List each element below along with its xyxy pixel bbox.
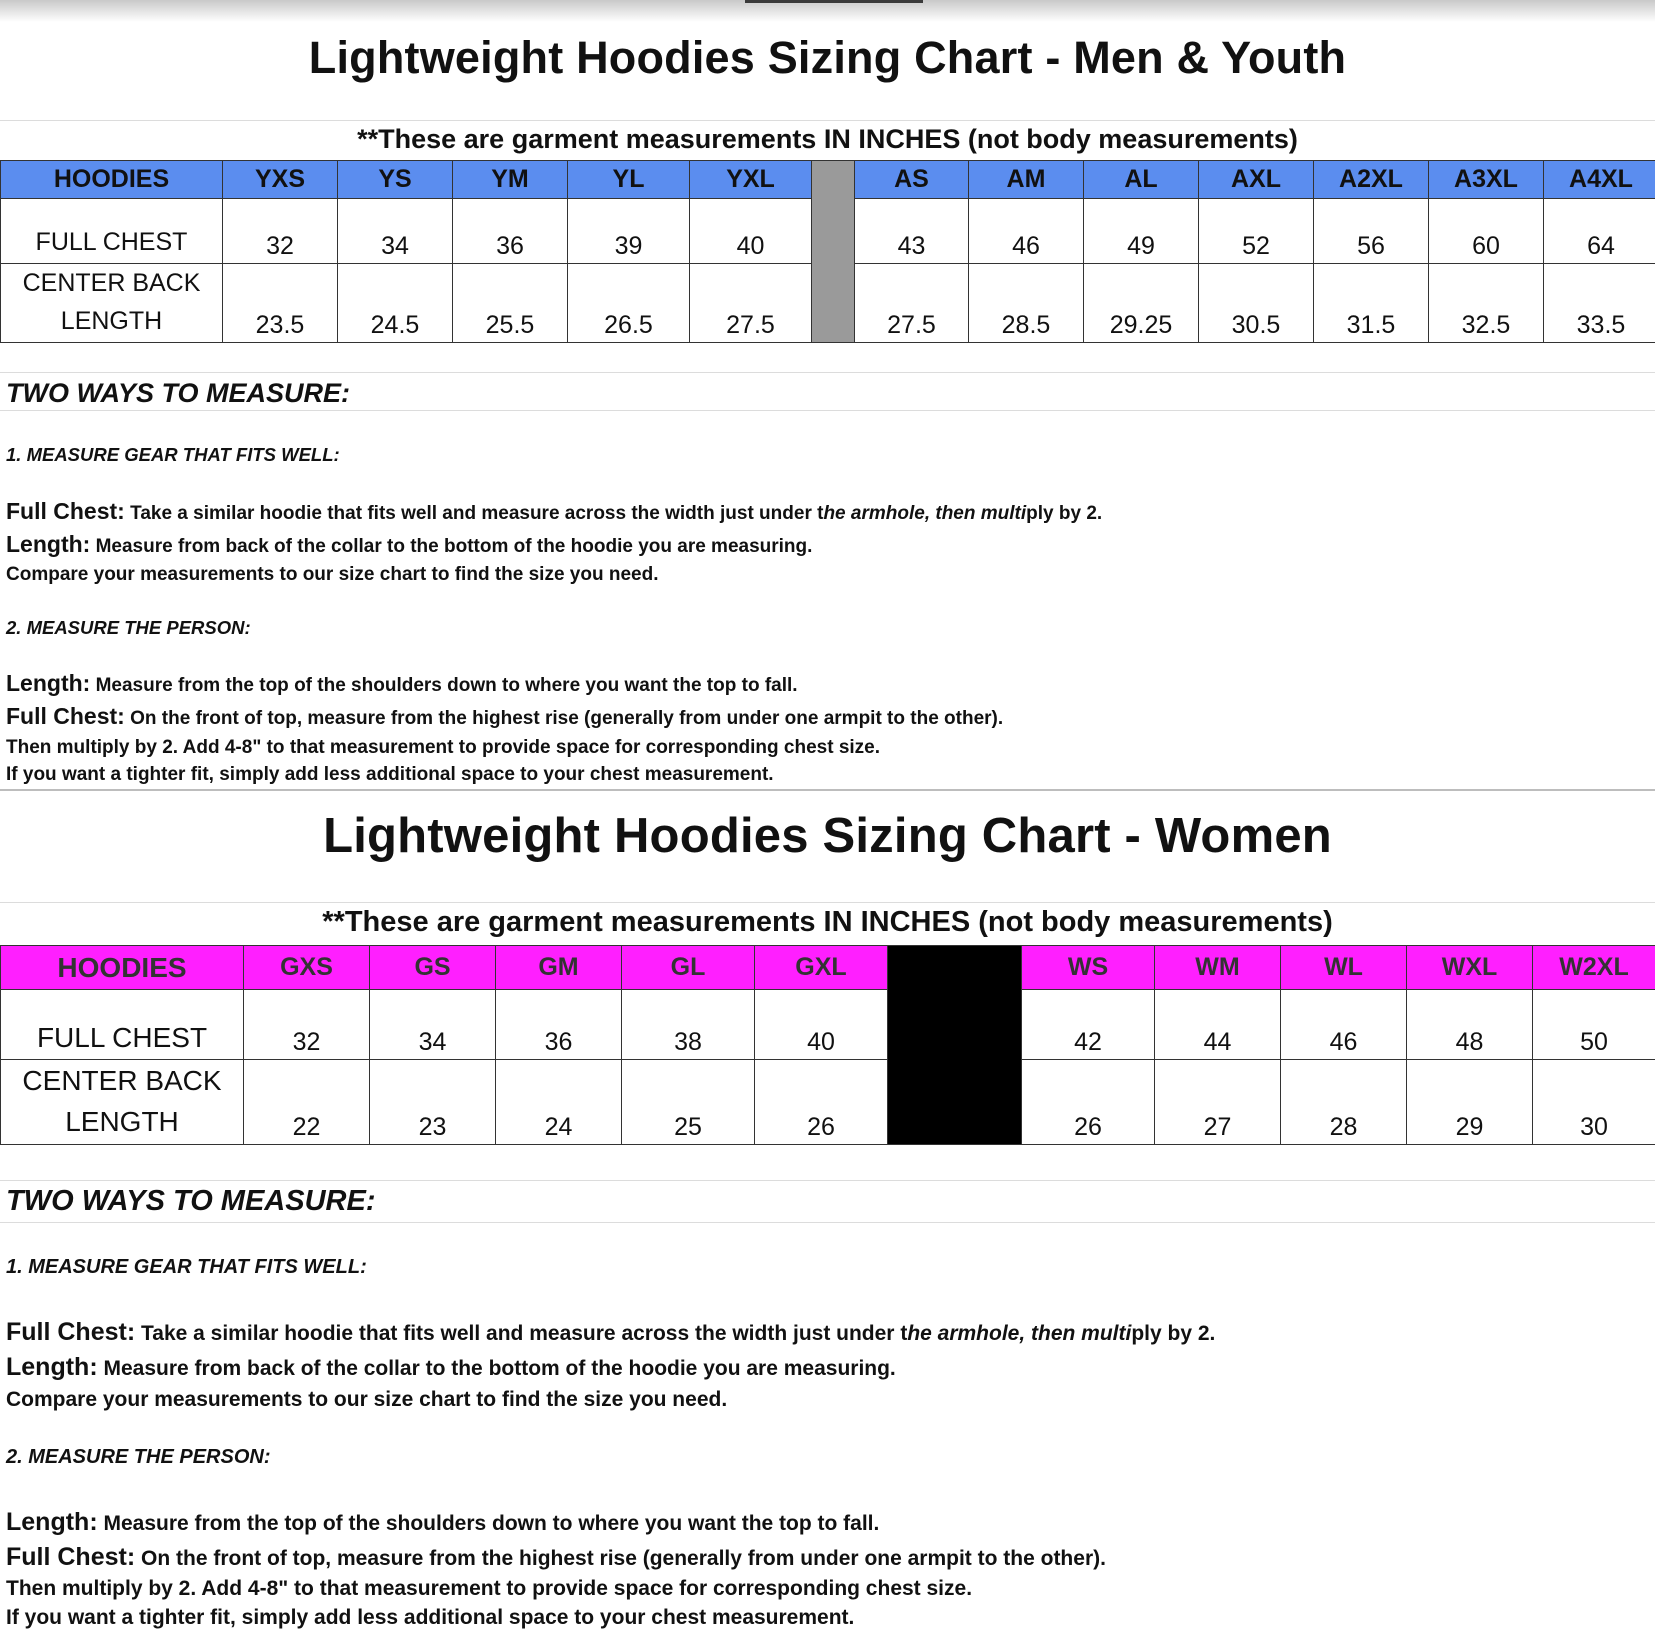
- top-notch: [745, 0, 923, 3]
- measure-heading: TWO WAYS TO MEASURE:: [6, 378, 350, 408]
- length-text: Measure from back of the collar to the bottom of the hoodie you are measuring.: [95, 536, 813, 557]
- length-label-line-2: LENGTH: [60, 307, 163, 335]
- length-value: 28.5: [969, 264, 1084, 343]
- header-label: HOODIES: [1, 161, 223, 199]
- size-a3xl: A3XL: [1429, 161, 1544, 199]
- women-title: Lightweight Hoodies Sizing Chart - Women: [323, 809, 1332, 863]
- chest-value: 64: [1544, 199, 1655, 264]
- chest-value: 34: [338, 199, 453, 264]
- column-separator: [812, 161, 855, 343]
- size-a4xl: A4XL: [1544, 161, 1655, 199]
- chest-value: 32: [223, 199, 338, 264]
- size-gm: GM: [496, 946, 622, 990]
- length-label-line-1: CENTER BACK: [22, 269, 201, 297]
- length-value: 28: [1281, 1060, 1407, 1145]
- tighter-fit-text: If you want a tighter fit, simply add less additional space to your chest measurement.: [6, 1606, 855, 1629]
- length-value: 29: [1407, 1060, 1533, 1145]
- chest-value: 46: [969, 199, 1084, 264]
- full-chest-text-italic: he armhole, then multi: [823, 503, 1027, 524]
- method-2-heading: 2. MEASURE THE PERSON:: [6, 1446, 271, 1468]
- method-1-heading: 1. MEASURE GEAR THAT FITS WELL:: [6, 1256, 367, 1278]
- chest-value: 56: [1314, 199, 1429, 264]
- chest-value: 34: [370, 990, 496, 1060]
- method-1-heading: 1. MEASURE GEAR THAT FITS WELL:: [6, 444, 340, 465]
- length-text: Measure from back of the collar to the bottom of the hoodie you are measuring.: [103, 1357, 896, 1380]
- length-value: 33.5: [1544, 264, 1655, 343]
- length-instruction: [6, 1353, 896, 1382]
- length-value: 23: [370, 1060, 496, 1145]
- chest-value: 40: [690, 199, 812, 264]
- multiply-text: Then multiply by 2. Add 4-8" to that measurement to provide space for corresponding chest size.: [6, 737, 881, 758]
- length-value: 27.5: [855, 264, 969, 343]
- size-gs: GS: [370, 946, 496, 990]
- chest-value: 38: [622, 990, 755, 1060]
- length-value: 26: [755, 1060, 888, 1145]
- men-youth-size-table: [0, 160, 1655, 343]
- full-chest-label: Full Chest:: [6, 498, 125, 524]
- divider: [0, 1180, 1655, 1181]
- size-as: AS: [855, 161, 969, 199]
- size-ys: YS: [338, 161, 453, 199]
- divider: [0, 410, 1655, 411]
- full-chest-text-end: ply by 2.: [1131, 1322, 1216, 1345]
- length-value: 25: [622, 1060, 755, 1145]
- chest-value: 36: [453, 199, 568, 264]
- chest-value: 36: [496, 990, 622, 1060]
- length-label: Length:: [6, 1508, 98, 1536]
- length-value: 27.5: [690, 264, 812, 343]
- chest-value: 43: [855, 199, 969, 264]
- length-label: Length:: [6, 670, 91, 696]
- men-youth-title: Lightweight Hoodies Sizing Chart - Men & Youth: [308, 32, 1347, 83]
- chest-value: 48: [1407, 990, 1533, 1060]
- women-size-table: [0, 945, 1655, 1145]
- size-yxs: YXS: [223, 161, 338, 199]
- length-value: 31.5: [1314, 264, 1429, 343]
- length-value: 27: [1155, 1060, 1281, 1145]
- size-wl: WL: [1281, 946, 1407, 990]
- full-chest-instruction-2: [6, 1543, 1106, 1572]
- chest-value: 44: [1155, 990, 1281, 1060]
- compare-text: Compare your measurements to our size chart to find the size you need.: [6, 564, 659, 585]
- length-value: 32.5: [1429, 264, 1544, 343]
- chest-label: FULL CHEST: [1, 199, 223, 264]
- women-header-row: [1, 946, 1655, 990]
- size-wm: WM: [1155, 946, 1281, 990]
- size-al: AL: [1084, 161, 1199, 199]
- chest-label: FULL CHEST: [1, 990, 244, 1060]
- measure-heading: TWO WAYS TO MEASURE:: [6, 1185, 376, 1217]
- length-value: 22: [244, 1060, 370, 1145]
- size-w2xl: W2XL: [1533, 946, 1655, 990]
- section-divider: [0, 789, 1655, 791]
- full-chest-instruction: [6, 498, 1102, 525]
- chest-value: 50: [1533, 990, 1655, 1060]
- chest-value: 42: [1022, 990, 1155, 1060]
- divider: [0, 120, 1655, 121]
- full-chest-text: On the front of top, measure from the highest rise (generally from under one armpit to the other).: [141, 1547, 1106, 1570]
- chest-value: 40: [755, 990, 888, 1060]
- divider: [0, 1222, 1655, 1223]
- full-chest-text-italic: he armhole, then multi: [907, 1322, 1132, 1345]
- top-shade: [0, 0, 1655, 22]
- chest-value: 52: [1199, 199, 1314, 264]
- chest-value: 60: [1429, 199, 1544, 264]
- full-chest-instruction-2: [6, 703, 1003, 730]
- length-label: Length:: [6, 1353, 98, 1381]
- size-ym: YM: [453, 161, 568, 199]
- full-chest-text-end: ply by 2.: [1026, 503, 1103, 524]
- size-gxs: GXS: [244, 946, 370, 990]
- chest-value: 46: [1281, 990, 1407, 1060]
- column-separator: [888, 946, 1022, 1145]
- full-chest-label: Full Chest:: [6, 703, 125, 729]
- multiply-text: Then multiply by 2. Add 4-8" to that measurement to provide space for corresponding chest size.: [6, 1577, 973, 1600]
- length-value: 26: [1022, 1060, 1155, 1145]
- size-gxl: GXL: [755, 946, 888, 990]
- length-value: 29.25: [1084, 264, 1199, 343]
- size-yxl: YXL: [690, 161, 812, 199]
- size-a2xl: A2XL: [1314, 161, 1429, 199]
- length-value: 30.5: [1199, 264, 1314, 343]
- men-youth-header-row: [1, 161, 1655, 199]
- divider: [0, 902, 1655, 903]
- size-yl: YL: [568, 161, 690, 199]
- length-value: 26.5: [568, 264, 690, 343]
- length-label-line-1: CENTER BACK: [22, 1065, 222, 1096]
- size-wxl: WXL: [1407, 946, 1533, 990]
- length-label: [1, 1060, 244, 1145]
- full-chest-text: On the front of top, measure from the highest rise (generally from under one armpit to the other).: [130, 708, 1004, 729]
- full-chest-label: Full Chest:: [6, 1543, 136, 1571]
- full-chest-text: Take a similar hoodie that fits well and measure across the width just under t: [141, 1322, 908, 1345]
- length-value: 23.5: [223, 264, 338, 343]
- compare-text: Compare your measurements to our size chart to find the size you need.: [6, 1388, 728, 1411]
- length-value: 24: [496, 1060, 622, 1145]
- full-chest-instruction: [6, 1318, 1215, 1347]
- size-am: AM: [969, 161, 1084, 199]
- length-instruction: [6, 531, 812, 558]
- size-ws: WS: [1022, 946, 1155, 990]
- length-instruction-2: [6, 1508, 879, 1537]
- chest-value: 49: [1084, 199, 1199, 264]
- length-label: [1, 264, 223, 343]
- length-value: 24.5: [338, 264, 453, 343]
- size-axl: AXL: [1199, 161, 1314, 199]
- full-chest-text: Take a similar hoodie that fits well and measure across the width just under t: [130, 503, 824, 524]
- full-chest-label: Full Chest:: [6, 1318, 136, 1346]
- length-value: 30: [1533, 1060, 1655, 1145]
- method-2-heading: 2. MEASURE THE PERSON:: [6, 617, 251, 638]
- length-row: [1, 1060, 1655, 1145]
- divider: [0, 372, 1655, 373]
- length-value: 25.5: [453, 264, 568, 343]
- chest-value: 32: [244, 990, 370, 1060]
- women-subtitle: **These are garment measurements IN INCHES (not body measurements): [322, 906, 1333, 938]
- men-youth-subtitle: **These are garment measurements IN INCHES (not body measurements): [357, 124, 1298, 154]
- length-text: Measure from the top of the shoulders down to where you want the top to fall.: [95, 675, 798, 696]
- header-label: HOODIES: [1, 946, 244, 990]
- length-instruction-2: [6, 670, 798, 697]
- length-label-line-2: LENGTH: [65, 1106, 179, 1137]
- size-gl: GL: [622, 946, 755, 990]
- chest-value: 39: [568, 199, 690, 264]
- chest-row: [1, 990, 1655, 1060]
- length-label: Length:: [6, 531, 91, 557]
- tighter-fit-text: If you want a tighter fit, simply add less additional space to your chest measurement.: [6, 764, 774, 785]
- length-text: Measure from the top of the shoulders down to where you want the top to fall.: [103, 1512, 880, 1535]
